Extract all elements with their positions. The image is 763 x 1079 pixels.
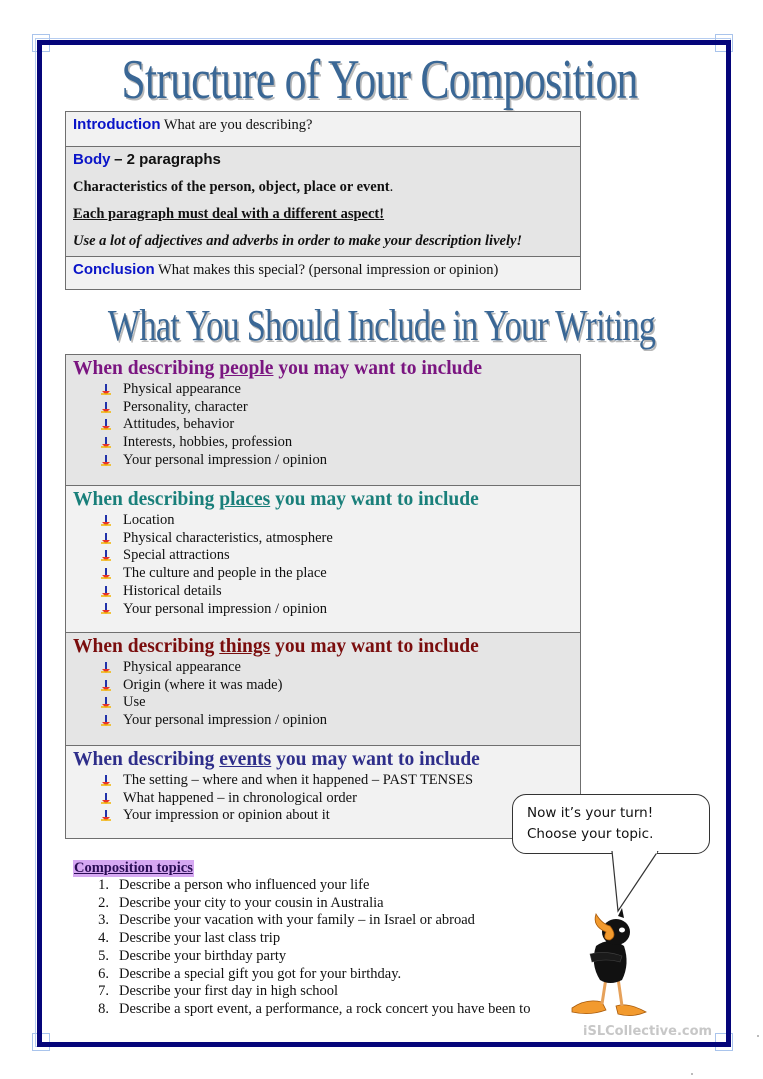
list-item: Personality, character bbox=[99, 399, 573, 417]
topic-item: 3. Describe your vacation with your family – in Israel or abroad bbox=[98, 912, 475, 929]
arrow-down-bullet-icon bbox=[99, 774, 113, 788]
list-item: Interests, hobbies, profession bbox=[99, 434, 573, 452]
arrow-down-bullet-icon bbox=[99, 436, 113, 450]
list-item: Special attractions bbox=[99, 547, 573, 565]
composition-topics bbox=[73, 859, 530, 1019]
places-section bbox=[66, 486, 581, 633]
places-list bbox=[73, 512, 573, 618]
events-section bbox=[66, 746, 581, 839]
topics-heading: Composition topics bbox=[74, 860, 193, 876]
arrow-down-bullet-icon bbox=[99, 661, 113, 675]
speech-bubble-text: Now it’s your turn! Choose your topic. bbox=[527, 805, 654, 842]
list-item: Physical appearance bbox=[99, 381, 573, 399]
topic-item: 2. Describe your city to your cousin in Australia bbox=[98, 894, 384, 911]
arrow-down-bullet-icon bbox=[99, 383, 113, 397]
list-item: Origin (where it was made) bbox=[99, 677, 573, 695]
list-item: Your personal impression / opinion bbox=[99, 601, 573, 619]
body-characteristics: Characteristics of the person, object, place or event. bbox=[73, 179, 394, 195]
list-item: The setting – where and when it happened – PAST TENSES bbox=[99, 772, 573, 790]
people-section bbox=[66, 355, 581, 486]
introduction-row bbox=[66, 112, 581, 147]
events-heading: When describing events you may want to include bbox=[73, 749, 480, 770]
list-item: Your impression or opinion about it bbox=[99, 807, 573, 825]
list-item: Attitudes, behavior bbox=[99, 416, 573, 434]
introduction-text: What are you describing? bbox=[163, 117, 313, 133]
stray-dot bbox=[691, 1073, 693, 1075]
body-aspect-rule: Each paragraph must deal with a different aspect! bbox=[73, 206, 385, 222]
arrow-down-bullet-icon bbox=[99, 696, 113, 710]
arrow-down-bullet-icon bbox=[99, 602, 113, 616]
things-heading: When describing things you may want to include bbox=[73, 636, 479, 657]
places-heading: When describing places you may want to include bbox=[73, 489, 479, 510]
arrow-down-bullet-icon bbox=[99, 679, 113, 693]
duck-cartoon-icon bbox=[566, 906, 666, 1022]
arrow-down-bullet-icon bbox=[99, 567, 113, 581]
people-heading: When describing people you may want to include bbox=[73, 358, 483, 379]
topic-item: 6. Describe a special gift you got for your birthday. bbox=[98, 965, 402, 982]
people-list bbox=[73, 381, 573, 470]
list-item: Your personal impression / opinion bbox=[99, 712, 573, 730]
topic-item: 1. Describe a person who influenced your life bbox=[98, 877, 370, 893]
body-label: Body bbox=[73, 151, 111, 168]
stray-dot bbox=[757, 1035, 759, 1037]
list-item: The culture and people in the place bbox=[99, 565, 573, 583]
conclusion-label: Conclusion bbox=[73, 261, 155, 278]
structure-table bbox=[65, 111, 581, 290]
list-item: Use bbox=[99, 694, 573, 712]
arrow-down-bullet-icon bbox=[99, 532, 113, 546]
list-item: Historical details bbox=[99, 583, 573, 601]
list-item: Your personal impression / opinion bbox=[99, 452, 573, 470]
structure-title: Structure of Your Composition bbox=[121, 49, 638, 111]
speech-bubble-tail bbox=[600, 851, 680, 913]
things-list bbox=[73, 659, 573, 730]
arrow-down-bullet-icon bbox=[99, 792, 113, 806]
list-item: Physical appearance bbox=[99, 659, 573, 677]
arrow-down-bullet-icon bbox=[99, 514, 113, 528]
body-row bbox=[66, 147, 581, 257]
arrow-down-bullet-icon bbox=[99, 418, 113, 432]
include-title: What You Should Include in Your Writing bbox=[107, 301, 656, 350]
things-section bbox=[66, 633, 581, 746]
include-table bbox=[65, 354, 581, 839]
arrow-down-bullet-icon bbox=[99, 454, 113, 468]
conclusion-row bbox=[66, 257, 581, 290]
list-item: Location bbox=[99, 512, 573, 530]
body-suffix: – 2 paragraphs bbox=[114, 151, 221, 168]
topic-item: 4. Describe your last class trip bbox=[98, 930, 281, 947]
list-item: Physical characteristics, atmosphere bbox=[99, 530, 573, 548]
topic-item: 5. Describe your birthday party bbox=[98, 947, 287, 964]
arrow-down-bullet-icon bbox=[99, 714, 113, 728]
arrow-down-bullet-icon bbox=[99, 585, 113, 599]
topics-list bbox=[73, 877, 530, 1019]
arrow-down-bullet-icon bbox=[99, 401, 113, 415]
arrow-down-bullet-icon bbox=[99, 549, 113, 563]
list-item: What happened – in chronological order bbox=[99, 790, 573, 808]
topic-item: 8. Describe a sport event, a performance, a rock concert you have been to bbox=[98, 1000, 531, 1017]
arrow-down-bullet-icon bbox=[99, 809, 113, 823]
speech-bubble bbox=[512, 794, 710, 854]
body-adjectives-tip: Use a lot of adjectives and adverbs in order to make your description lively! bbox=[73, 233, 523, 249]
topic-item: 7. Describe your first day in high school bbox=[98, 983, 339, 1000]
conclusion-text: What makes this special? (personal impression or opinion) bbox=[158, 262, 499, 278]
events-list bbox=[73, 772, 573, 825]
watermark: iSLCollective.com bbox=[583, 1024, 713, 1039]
introduction-label: Introduction bbox=[73, 116, 161, 133]
